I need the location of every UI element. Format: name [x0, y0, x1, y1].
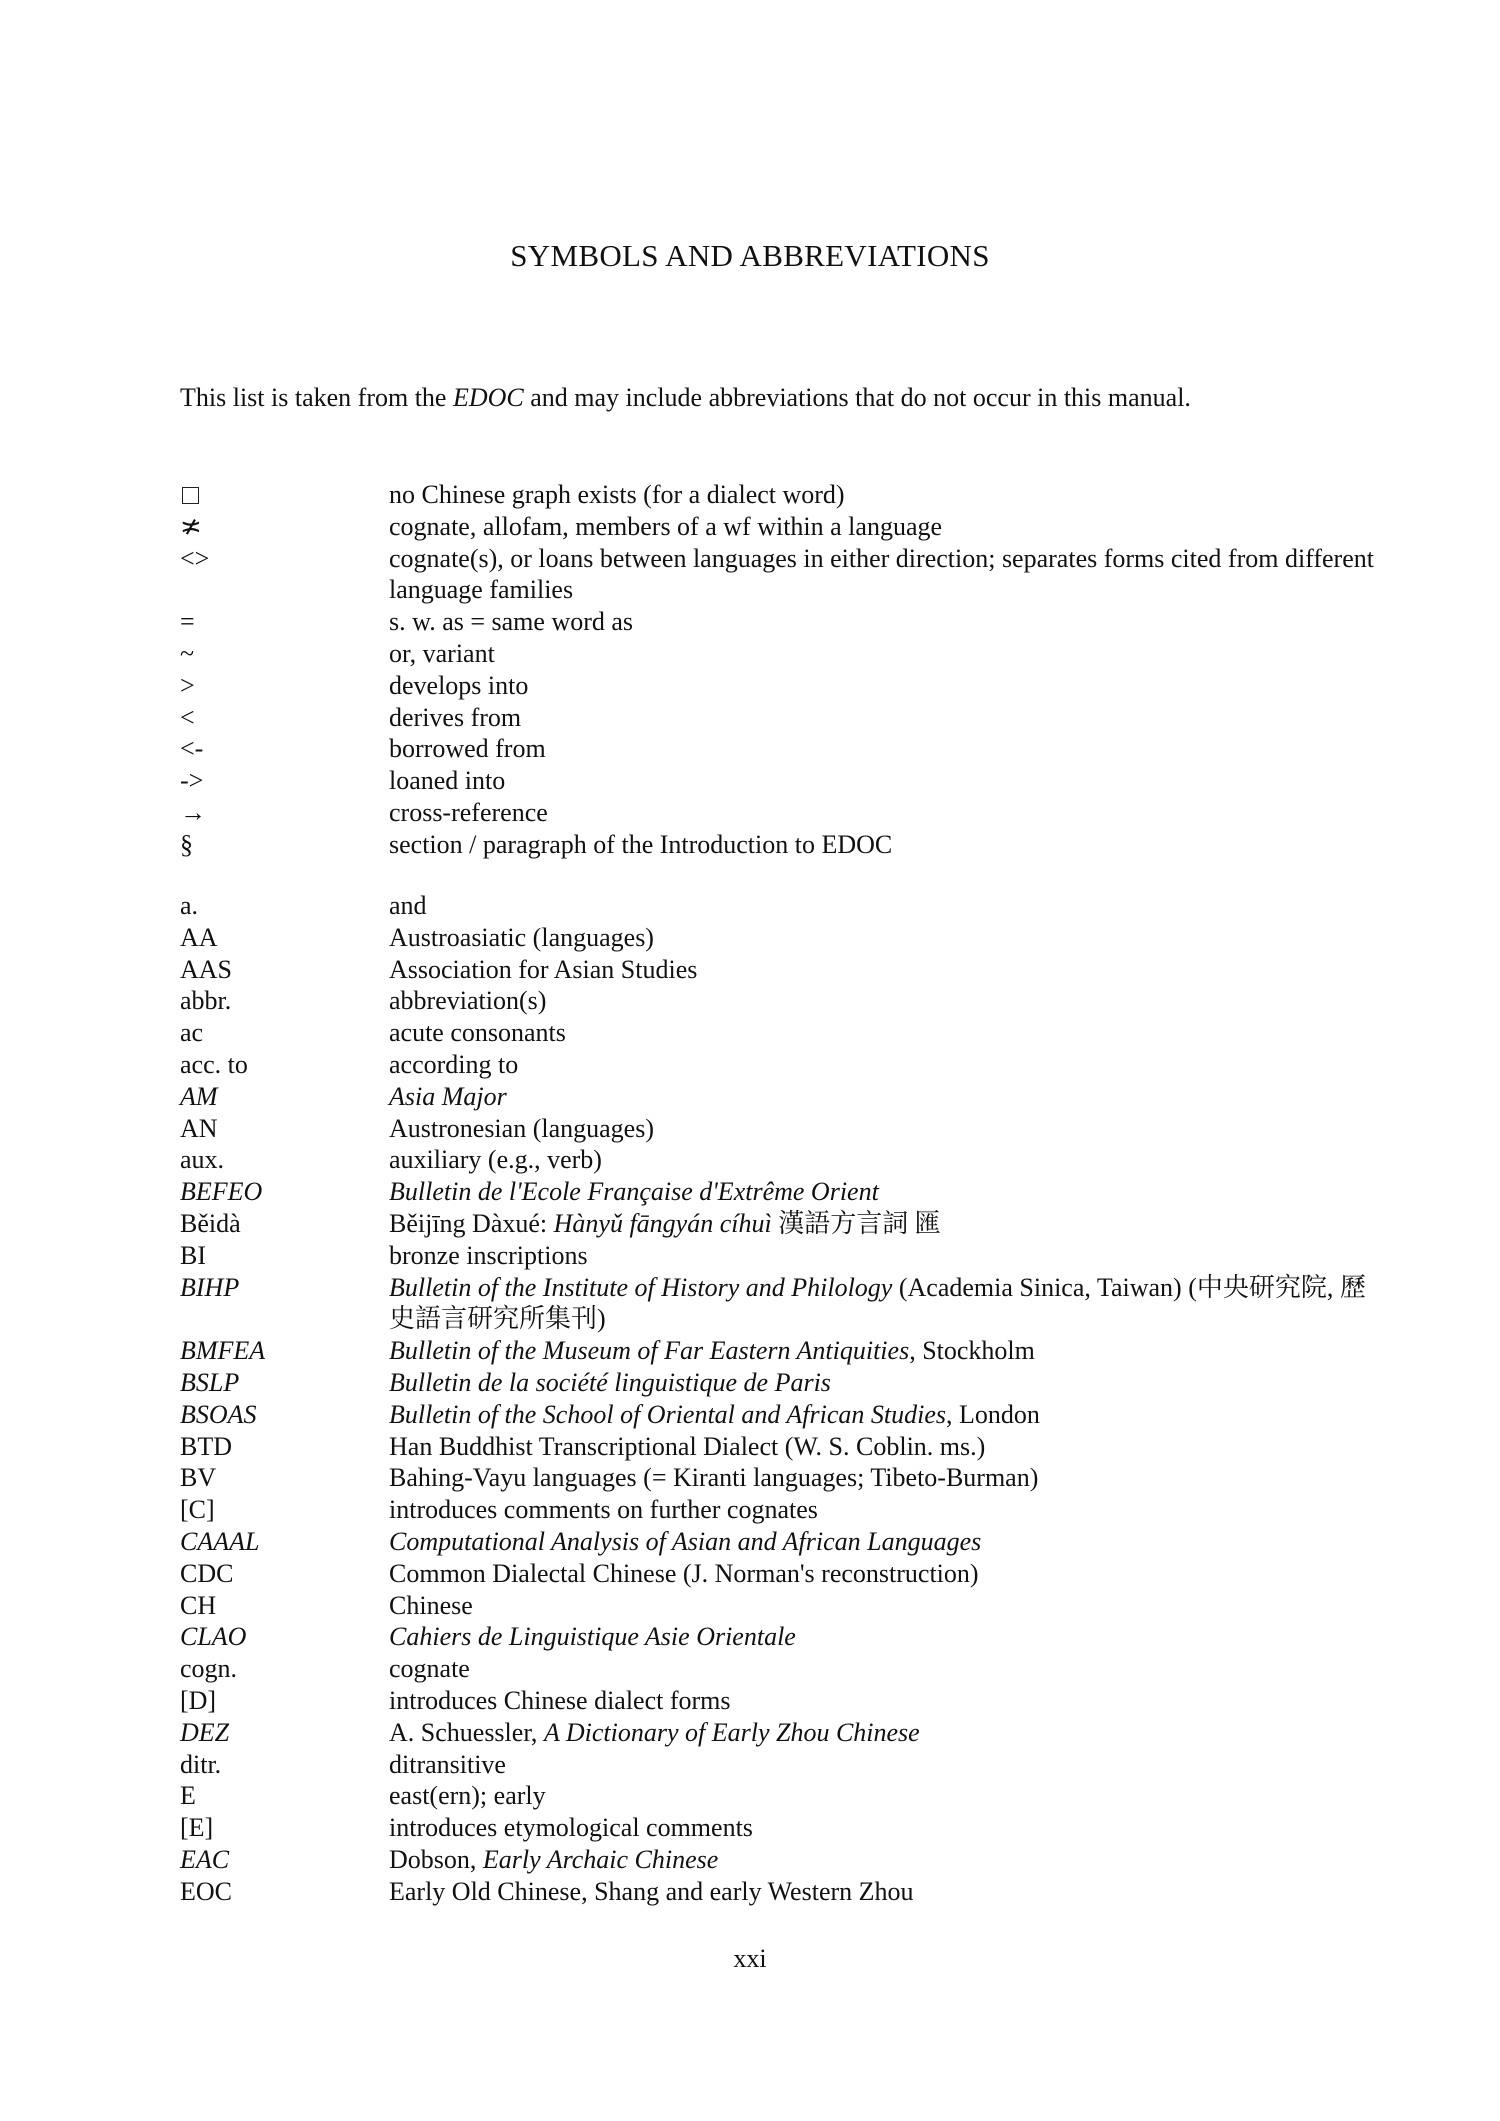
entry-definition	[389, 797, 1380, 829]
entry-definition	[389, 1367, 1380, 1399]
page-number: xxi	[733, 1944, 767, 1973]
abbreviation-entry	[180, 1240, 1380, 1272]
abbreviation-entry	[180, 1176, 1380, 1208]
entry-term: CAAAL	[180, 1526, 260, 1556]
definition-segment: cognate	[389, 1654, 470, 1684]
abbreviation-entry	[180, 1272, 1380, 1336]
abbreviation-entry	[180, 1780, 1380, 1812]
entry-definition	[389, 922, 1380, 954]
definition-segment: develops into	[389, 670, 529, 700]
definition-segment: Bulletin de l'Ecole Française d'Extrême Orient	[389, 1177, 879, 1207]
entry-term: AM	[180, 1081, 218, 1111]
abbreviation-entry	[180, 1558, 1380, 1590]
entry-definition	[389, 479, 1380, 511]
entry-definition	[389, 1144, 1380, 1176]
abbreviations-list	[180, 890, 1380, 1908]
definition-segment: , London	[946, 1399, 1040, 1429]
entry-definition	[389, 1558, 1380, 1590]
definition-segment: A. Schuessler,	[389, 1717, 544, 1747]
entry-definition	[389, 1844, 1380, 1876]
abbreviation-entry	[180, 1431, 1380, 1463]
entry-definition	[389, 1717, 1380, 1749]
entry-term: ≭	[180, 511, 202, 541]
entry-term: AN	[180, 1113, 218, 1143]
entry-term: =	[180, 607, 195, 637]
definition-segment: or, variant	[389, 638, 495, 668]
entry-definition	[389, 1049, 1380, 1081]
entry-term: BIHP	[180, 1272, 240, 1302]
entry-definition	[389, 890, 1380, 922]
abbreviation-entry	[180, 1844, 1380, 1876]
abbreviation-entry	[180, 1621, 1380, 1653]
symbol-entry	[180, 797, 1380, 829]
entry-definition	[389, 511, 1380, 543]
entry-term: →	[180, 797, 206, 827]
symbol-entry	[180, 670, 1380, 702]
entry-term: BSLP	[180, 1367, 240, 1397]
abbreviation-entry	[180, 985, 1380, 1017]
definition-segment: section / paragraph of the Introduction to EDOC	[389, 829, 893, 859]
abbreviation-entry	[180, 1049, 1380, 1081]
abbreviation-entry	[180, 1812, 1380, 1844]
abbreviation-entry	[180, 1685, 1380, 1717]
definition-segment: Bulletin of the School of Oriental and African Studies	[389, 1399, 947, 1429]
entry-term: ->	[180, 766, 204, 796]
abbreviation-entry	[180, 1749, 1380, 1781]
symbol-entry	[180, 479, 1380, 511]
entry-definition	[389, 1113, 1380, 1145]
definition-segment: A Dictionary of Early Zhou Chinese	[543, 1717, 920, 1747]
entry-definition	[389, 543, 1380, 607]
definition-segment: derives from	[389, 702, 522, 732]
definition-segment: Bulletin of the Institute of History and Philology	[389, 1272, 893, 1302]
entry-definition	[389, 1462, 1380, 1494]
entry-term: BMFEA	[180, 1336, 266, 1366]
abbreviation-entry	[180, 1081, 1380, 1113]
entry-term: EOC	[180, 1876, 232, 1906]
entry-definition	[389, 1653, 1380, 1685]
entry-term: ac	[180, 1018, 204, 1048]
entry-definition	[389, 606, 1380, 638]
definition-segment: auxiliary (e.g., verb)	[389, 1145, 602, 1175]
abbreviation-entry	[180, 1399, 1380, 1431]
entry-term: BSOAS	[180, 1399, 257, 1429]
entry-term: acc. to	[180, 1049, 248, 1079]
entry-definition	[389, 1240, 1380, 1272]
symbol-entry	[180, 765, 1380, 797]
entry-definition	[389, 1780, 1380, 1812]
definition-segment: introduces Chinese dialect forms	[389, 1685, 731, 1715]
abbreviation-entry	[180, 1208, 1380, 1240]
definition-segment: Common Dialectal Chinese (J. Norman's reconstruction)	[389, 1558, 979, 1588]
intro-emphasis: EDOC	[452, 383, 524, 412]
entry-term: Běidà	[180, 1208, 241, 1238]
entry-definition	[389, 765, 1380, 797]
definition-segment: Bulletin of the Museum of Far Eastern Antiquities	[389, 1336, 910, 1366]
entry-definition	[389, 1685, 1380, 1717]
definition-segment: introduces comments on further cognates	[389, 1495, 818, 1525]
entry-definition	[389, 1335, 1380, 1367]
entry-term: BV	[180, 1463, 217, 1493]
definition-segment: 漢語方言詞 匯	[771, 1208, 941, 1238]
entry-definition	[389, 1621, 1380, 1653]
definition-segment: Hànyǔ fāngyán cíhuì	[553, 1208, 772, 1238]
entry-term: BI	[180, 1240, 206, 1270]
entry-definition	[389, 733, 1380, 765]
definition-segment: ditransitive	[389, 1749, 506, 1779]
definition-segment: Dobson,	[389, 1844, 483, 1874]
entry-term: [C]	[180, 1495, 215, 1525]
entry-definition	[389, 1749, 1380, 1781]
definition-segment: and	[389, 891, 427, 920]
symbol-entry	[180, 606, 1380, 638]
definition-segment: Bulletin de la société linguistique de Paris	[389, 1367, 831, 1397]
entry-definition	[389, 702, 1380, 734]
entry-term: AA	[180, 922, 218, 952]
definition-segment: abbreviation(s)	[389, 986, 547, 1016]
abbreviation-entry	[180, 1494, 1380, 1526]
entry-definition	[389, 1494, 1380, 1526]
abbreviation-entry	[180, 1526, 1380, 1558]
symbol-entry	[180, 511, 1380, 543]
entry-term: abbr.	[180, 986, 232, 1016]
abbreviation-entry	[180, 1876, 1380, 1908]
definition-segment: Asia Major	[389, 1081, 507, 1111]
definition-segment: (Academia Sinica, Taiwan) (中央研究院, 歷史語言研究所集刊)	[389, 1272, 1366, 1334]
entry-definition	[389, 985, 1380, 1017]
definition-segment: according to	[389, 1049, 519, 1079]
entry-definition	[389, 1272, 1380, 1336]
entry-term: BEFEO	[180, 1177, 263, 1207]
entry-term: E	[180, 1781, 196, 1811]
definition-segment: Cahiers de Linguistique Asie Orientale	[389, 1622, 796, 1652]
entry-term: BTD	[180, 1431, 232, 1461]
empty-box-icon	[180, 479, 389, 511]
definition-segment: Han Buddhist Transcriptional Dialect (W. S. Coblin. ms.)	[389, 1431, 986, 1461]
entry-term: CDC	[180, 1558, 234, 1588]
symbol-entry	[180, 543, 1380, 607]
entry-definition	[389, 954, 1380, 986]
definition-segment: acute consonants	[389, 1018, 566, 1048]
entry-definition	[389, 1812, 1380, 1844]
symbol-entry	[180, 638, 1380, 670]
definition-segment: introduces etymological comments	[389, 1813, 753, 1843]
entry-term: [D]	[180, 1685, 217, 1715]
definition-segment: Austroasiatic (languages)	[389, 922, 654, 952]
abbreviation-entry	[180, 1335, 1380, 1367]
entry-term: CH	[180, 1590, 217, 1620]
entry-definition	[389, 670, 1380, 702]
entry-term: aux.	[180, 1145, 225, 1175]
entry-definition	[389, 1876, 1380, 1908]
entry-term: >	[180, 670, 195, 700]
abbreviation-entry	[180, 1653, 1380, 1685]
symbol-entry	[180, 829, 1380, 861]
entry-term: [E]	[180, 1813, 214, 1843]
definition-segment: Computational Analysis of Asian and African Languages	[389, 1526, 982, 1556]
entry-definition	[389, 829, 1380, 861]
intro-text-after: and may include abbreviations that do not occur in this manual.	[523, 383, 1191, 412]
abbreviation-entry	[180, 1462, 1380, 1494]
abbreviation-entry	[180, 1113, 1380, 1145]
definition-segment: Association for Asian Studies	[389, 954, 698, 984]
abbreviation-entry	[180, 954, 1380, 986]
definition-segment: Early Archaic Chinese	[482, 1844, 719, 1874]
intro-paragraph	[180, 382, 1340, 414]
entry-definition	[389, 1176, 1380, 1208]
definition-segment: east(ern); early	[389, 1781, 546, 1811]
definition-segment: Běijīng Dàxué:	[389, 1208, 554, 1238]
entry-definition	[389, 1590, 1380, 1622]
entry-definition	[389, 1081, 1380, 1113]
abbreviation-entry	[180, 1367, 1380, 1399]
definition-segment: Austronesian (languages)	[389, 1113, 654, 1143]
symbol-entry	[180, 702, 1380, 734]
definition-segment: cognate(s), or loans between languages in either direction; separates forms cited from different language families	[389, 543, 1374, 605]
entry-term: ditr.	[180, 1749, 222, 1779]
abbreviation-entry	[180, 1717, 1380, 1749]
entry-term: EAC	[180, 1844, 230, 1874]
symbols-list	[180, 479, 1380, 861]
abbreviation-entry	[180, 890, 1380, 922]
entry-definition	[389, 1399, 1380, 1431]
definition-segment: s. w. as = same word as	[389, 607, 634, 637]
entry-term: <	[180, 702, 195, 732]
entry-definition	[389, 638, 1380, 670]
entry-definition	[389, 1017, 1380, 1049]
entry-term: ~	[180, 638, 195, 668]
entry-definition	[389, 1431, 1380, 1463]
definition-segment: cognate, allofam, members of a wf within a language	[389, 511, 943, 541]
definition-segment: cross-reference	[389, 797, 548, 827]
entry-definition	[389, 1208, 1380, 1240]
definition-segment: Early Old Chinese, Shang and early Western Zhou	[389, 1876, 914, 1906]
abbreviation-entry	[180, 1144, 1380, 1176]
entry-term: <-	[180, 734, 204, 764]
definition-segment: , Stockholm	[909, 1336, 1035, 1366]
symbol-entry	[180, 733, 1380, 765]
definition-segment: bronze inscriptions	[389, 1240, 588, 1270]
definition-segment: borrowed from	[389, 734, 546, 764]
abbreviation-entry	[180, 1590, 1380, 1622]
entry-term: <>	[180, 543, 210, 573]
entry-term: a.	[180, 891, 199, 920]
abbreviation-entry	[180, 922, 1380, 954]
abbreviation-entry	[180, 1017, 1380, 1049]
entry-term: cogn.	[180, 1654, 238, 1684]
definition-segment: loaned into	[389, 766, 506, 796]
definition-segment: no Chinese graph exists (for a dialect word)	[389, 480, 845, 509]
entry-term: CLAO	[180, 1622, 247, 1652]
entry-term: DEZ	[180, 1717, 230, 1747]
entry-term: §	[180, 829, 193, 859]
entry-definition	[389, 1526, 1380, 1558]
page-title: SYMBOLS AND ABBREVIATIONS	[510, 238, 990, 273]
intro-text-before: This list is taken from the	[180, 383, 453, 412]
definition-segment: Chinese	[389, 1590, 473, 1620]
definition-segment: Bahing-Vayu languages (= Kiranti languages; Tibeto-Burman)	[389, 1463, 1039, 1493]
entry-term: AAS	[180, 954, 233, 984]
